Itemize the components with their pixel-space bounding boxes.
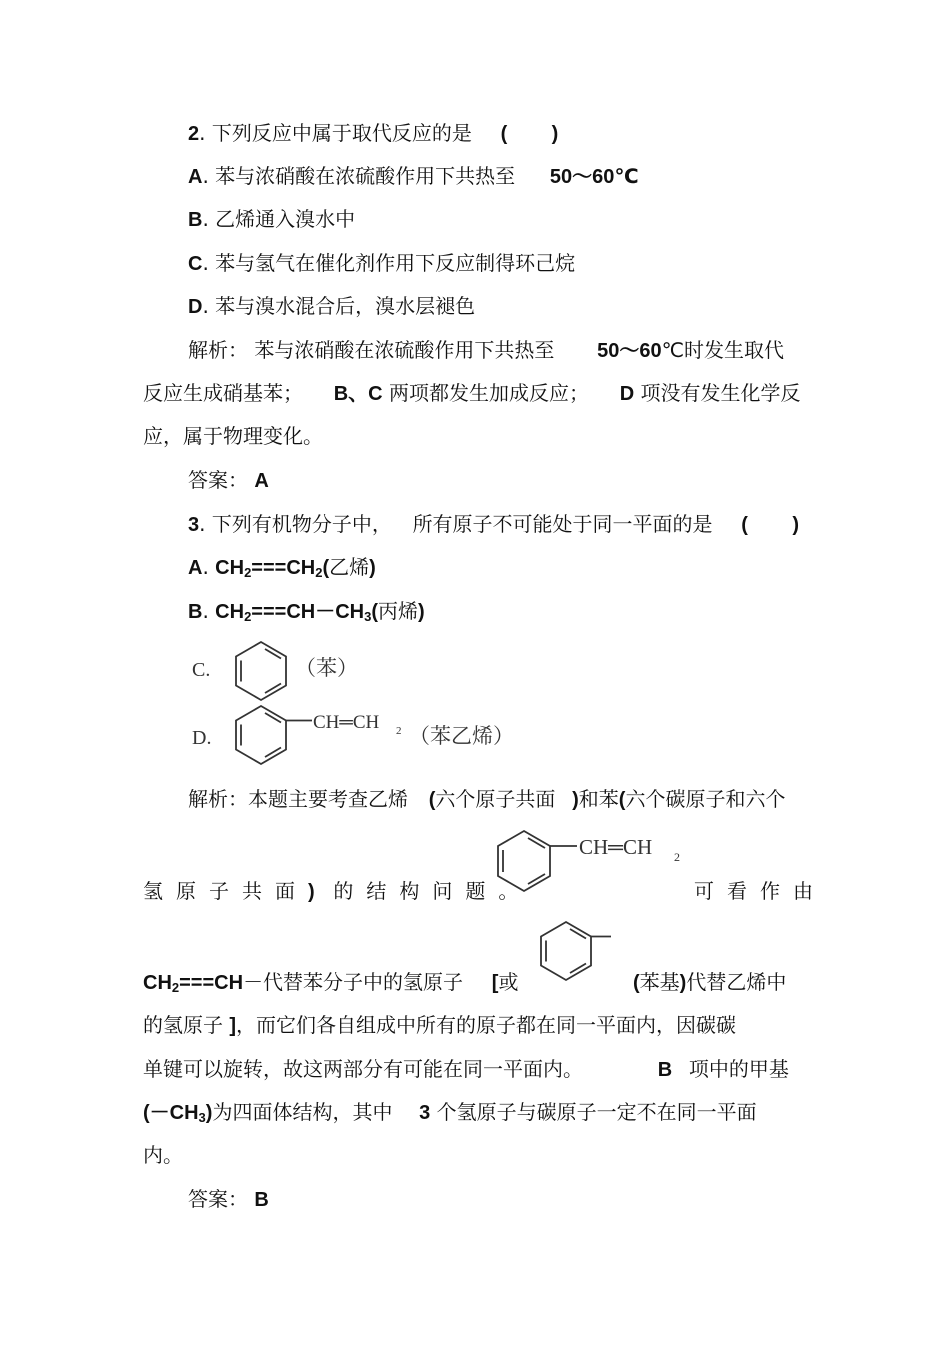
compound-name: 乙烯 bbox=[329, 555, 370, 579]
benzene-ring-icon bbox=[236, 642, 286, 700]
q2-option-c-text: 苯与氢气在催化剂作用下反应制得环己烷 bbox=[215, 251, 576, 275]
q3-analysis-line-3 bbox=[143, 968, 518, 1002]
q2-analysis-line-2 bbox=[143, 379, 801, 408]
paren: ( bbox=[428, 789, 436, 811]
q3-analysis-line-3-end bbox=[633, 968, 786, 997]
formula-part: CH bbox=[215, 557, 245, 579]
formula-subscript: 3 bbox=[198, 1110, 206, 1125]
q2-analysis-text: 两项都发生加成反应； bbox=[388, 381, 589, 405]
q2-analysis-temp: 50～60 bbox=[597, 340, 662, 362]
bracket: [ bbox=[491, 972, 499, 994]
paren: ( bbox=[618, 789, 626, 811]
q3-analysis-text: －代替苯分子中的氢原子 bbox=[243, 970, 464, 994]
q3-analysis-text: 六个原子共面 bbox=[435, 787, 556, 811]
q2-number: 2 bbox=[188, 123, 200, 145]
formula-part: CH bbox=[143, 972, 172, 994]
option-letter: B bbox=[657, 1059, 673, 1081]
paren: ( bbox=[633, 972, 640, 994]
q3-options-cd-figure bbox=[185, 637, 515, 767]
q2-analysis-text: 苯与浓硝酸在浓硫酸作用下共热至 bbox=[254, 338, 555, 362]
paren: ) bbox=[679, 972, 687, 994]
q3-analysis-line-7 bbox=[143, 1141, 183, 1169]
q2-option-c-letter: C bbox=[188, 253, 203, 275]
q2-option-b-letter: B bbox=[188, 209, 203, 231]
q3-option-a: A. $CH_2===CH_2$(乙烯) bbox=[188, 555, 376, 580]
q3-analysis-line-2-end bbox=[694, 877, 826, 905]
q2-analysis-line-3 bbox=[143, 422, 323, 450]
paren: ) bbox=[205, 1102, 213, 1124]
q3-analysis-text: 或 bbox=[498, 970, 519, 994]
q3-option-b: B. $CH_2===CH-CH_3$(丙烯) bbox=[188, 599, 425, 624]
q3-analysis-text: 个氢原子与碳原子一定不在同一平面 bbox=[436, 1100, 757, 1124]
q2-answer-label: 答案： bbox=[188, 468, 248, 492]
q3-analysis-line-4 bbox=[143, 1011, 736, 1040]
vinyl-group-subscript: 2 bbox=[674, 850, 680, 864]
q2-analysis-text: 应，属于物理变化。 bbox=[143, 424, 323, 448]
q3-option-c-name: （苯） bbox=[295, 656, 358, 680]
formula-part: ) bbox=[418, 601, 425, 623]
q2-analysis-options: B、C bbox=[333, 383, 383, 405]
q2-answer bbox=[188, 466, 269, 495]
q3-stem-text: 下列有机物分子中， bbox=[211, 512, 392, 536]
number: 3 bbox=[419, 1102, 431, 1124]
q3-analysis-text: 的氢原子 bbox=[143, 1013, 223, 1037]
formula-subscript: 2 bbox=[244, 565, 252, 580]
formula-part: ===CH bbox=[251, 557, 316, 579]
q2-answer-value: A bbox=[254, 470, 269, 492]
q3-answer bbox=[188, 1185, 269, 1214]
q2-stem-text: 下列反应中属于取代反应的是 bbox=[211, 121, 472, 145]
q3-option-c-label: C. bbox=[192, 659, 211, 681]
q3-analysis-label: 解析： bbox=[188, 787, 248, 811]
benzene-ring-icon bbox=[541, 922, 611, 980]
q3-option-d-name: （苯乙烯） bbox=[409, 724, 514, 748]
q2-option-b: B. 乙烯通入溴水中 bbox=[188, 207, 356, 231]
formula-part: (－CH bbox=[143, 1102, 199, 1124]
q2-analysis-text: 项没有发生化学反 bbox=[640, 381, 801, 405]
q2-paren: ( ) bbox=[500, 123, 559, 145]
q3-stem-text-2: 所有原子不可能处于同一平面的是 bbox=[412, 512, 713, 536]
formula-part: ===CH bbox=[179, 972, 244, 994]
q3-option-a-letter: A bbox=[188, 557, 203, 579]
q3-option-d-label: D. bbox=[192, 727, 212, 749]
vinyl-group-label: CH═CH bbox=[579, 835, 653, 859]
formula-subscript: 2 bbox=[171, 980, 180, 995]
q3-analysis-text: 内。 bbox=[143, 1143, 183, 1167]
formula-part: ( bbox=[371, 601, 379, 623]
q3-analysis-line-6 bbox=[143, 1098, 757, 1132]
q3-number: 3 bbox=[188, 514, 200, 536]
q3-analysis-text: 代替乙烯中 bbox=[686, 970, 787, 994]
q3-paren: ( ) bbox=[741, 514, 800, 536]
vinyl-group-subscript: 2 bbox=[396, 725, 402, 737]
q3-analysis-text: 氢原子共面 bbox=[143, 879, 308, 903]
q3-analysis-text: 苯基 bbox=[639, 970, 680, 994]
q3-analysis-line-1 bbox=[188, 785, 785, 814]
formula-subscript: 3 bbox=[364, 609, 372, 624]
paren: ) bbox=[572, 789, 579, 811]
compound-name: 丙烯 bbox=[378, 599, 419, 623]
q2-analysis-option: D bbox=[619, 383, 635, 405]
bracket: ] bbox=[229, 1015, 237, 1037]
formula-subscript: 2 bbox=[315, 565, 323, 580]
q3-analysis-text: 项中的甲基 bbox=[688, 1057, 789, 1081]
formula-part: ) bbox=[369, 557, 376, 579]
q3-analysis-text: 的结构问题。 bbox=[333, 879, 532, 903]
q2-option-a: A. 苯与浓硝酸在浓硫酸作用下共热至 50～60℃ bbox=[188, 164, 639, 188]
formula-part: ===CH－CH bbox=[251, 601, 365, 623]
q3-analysis-text: ，而它们各自组成中所有的原子都在同一平面内，因碳碳 bbox=[236, 1013, 737, 1037]
benzene-ring-icon bbox=[236, 706, 312, 764]
q3-analysis-line-5 bbox=[143, 1055, 789, 1084]
q2-option-d-text: 苯与溴水混合后，溴水层褪色 bbox=[215, 294, 476, 318]
formula-part: CH bbox=[215, 601, 245, 623]
q3-answer-label: 答案： bbox=[188, 1187, 248, 1211]
formula-subscript: 2 bbox=[244, 609, 252, 624]
q3-analysis-text: 可看作由 bbox=[694, 879, 826, 903]
q2-option-b-text: 乙烯通入溴水中 bbox=[215, 207, 356, 231]
q2-stem: 2. 下列反应中属于取代反应的是 ( ) bbox=[188, 121, 559, 145]
q2-option-a-letter: A bbox=[188, 166, 203, 188]
q3-analysis-text: 本题主要考查乙烯 bbox=[248, 787, 408, 811]
q3-analysis-line-2 bbox=[143, 877, 531, 906]
q3-option-b-letter: B bbox=[188, 601, 203, 623]
q2-analysis-label: 解析： bbox=[188, 338, 248, 362]
q3-analysis-text: 六个碳原子和六个 bbox=[625, 787, 786, 811]
q2-analysis-text: ℃时发生取代 bbox=[661, 338, 785, 362]
phenyl-group-figure bbox=[535, 917, 625, 987]
formula-part: ( bbox=[322, 557, 330, 579]
q2-option-a-temp: 50～60℃ bbox=[549, 166, 639, 188]
q2-option-a-text: 苯与浓硝酸在浓硫酸作用下共热至 bbox=[215, 164, 516, 188]
q3-analysis-text: 单键可以旋转，故这两部分有可能在同一平面内。 bbox=[143, 1057, 583, 1081]
vinyl-group-label: CH═CH bbox=[313, 712, 380, 733]
paren: ) bbox=[308, 881, 315, 903]
q3-analysis-text: 为四面体结构，其中 bbox=[212, 1100, 393, 1124]
q2-analysis-line-1 bbox=[188, 336, 784, 365]
q2-analysis-text: 反应生成硝基苯； bbox=[143, 381, 303, 405]
q3-answer-value: B bbox=[254, 1189, 269, 1211]
q2-option-d: D. 苯与溴水混合后，溴水层褪色 bbox=[188, 294, 476, 318]
q3-analysis-text: 和苯 bbox=[578, 787, 619, 811]
q2-option-d-letter: D bbox=[188, 296, 203, 318]
q2-option-c: C. 苯与氢气在催化剂作用下反应制得环己烷 bbox=[188, 251, 576, 275]
q3-stem: 3. 下列有机物分子中， 所有原子不可能处于同一平面的是 ( ) bbox=[188, 512, 800, 536]
